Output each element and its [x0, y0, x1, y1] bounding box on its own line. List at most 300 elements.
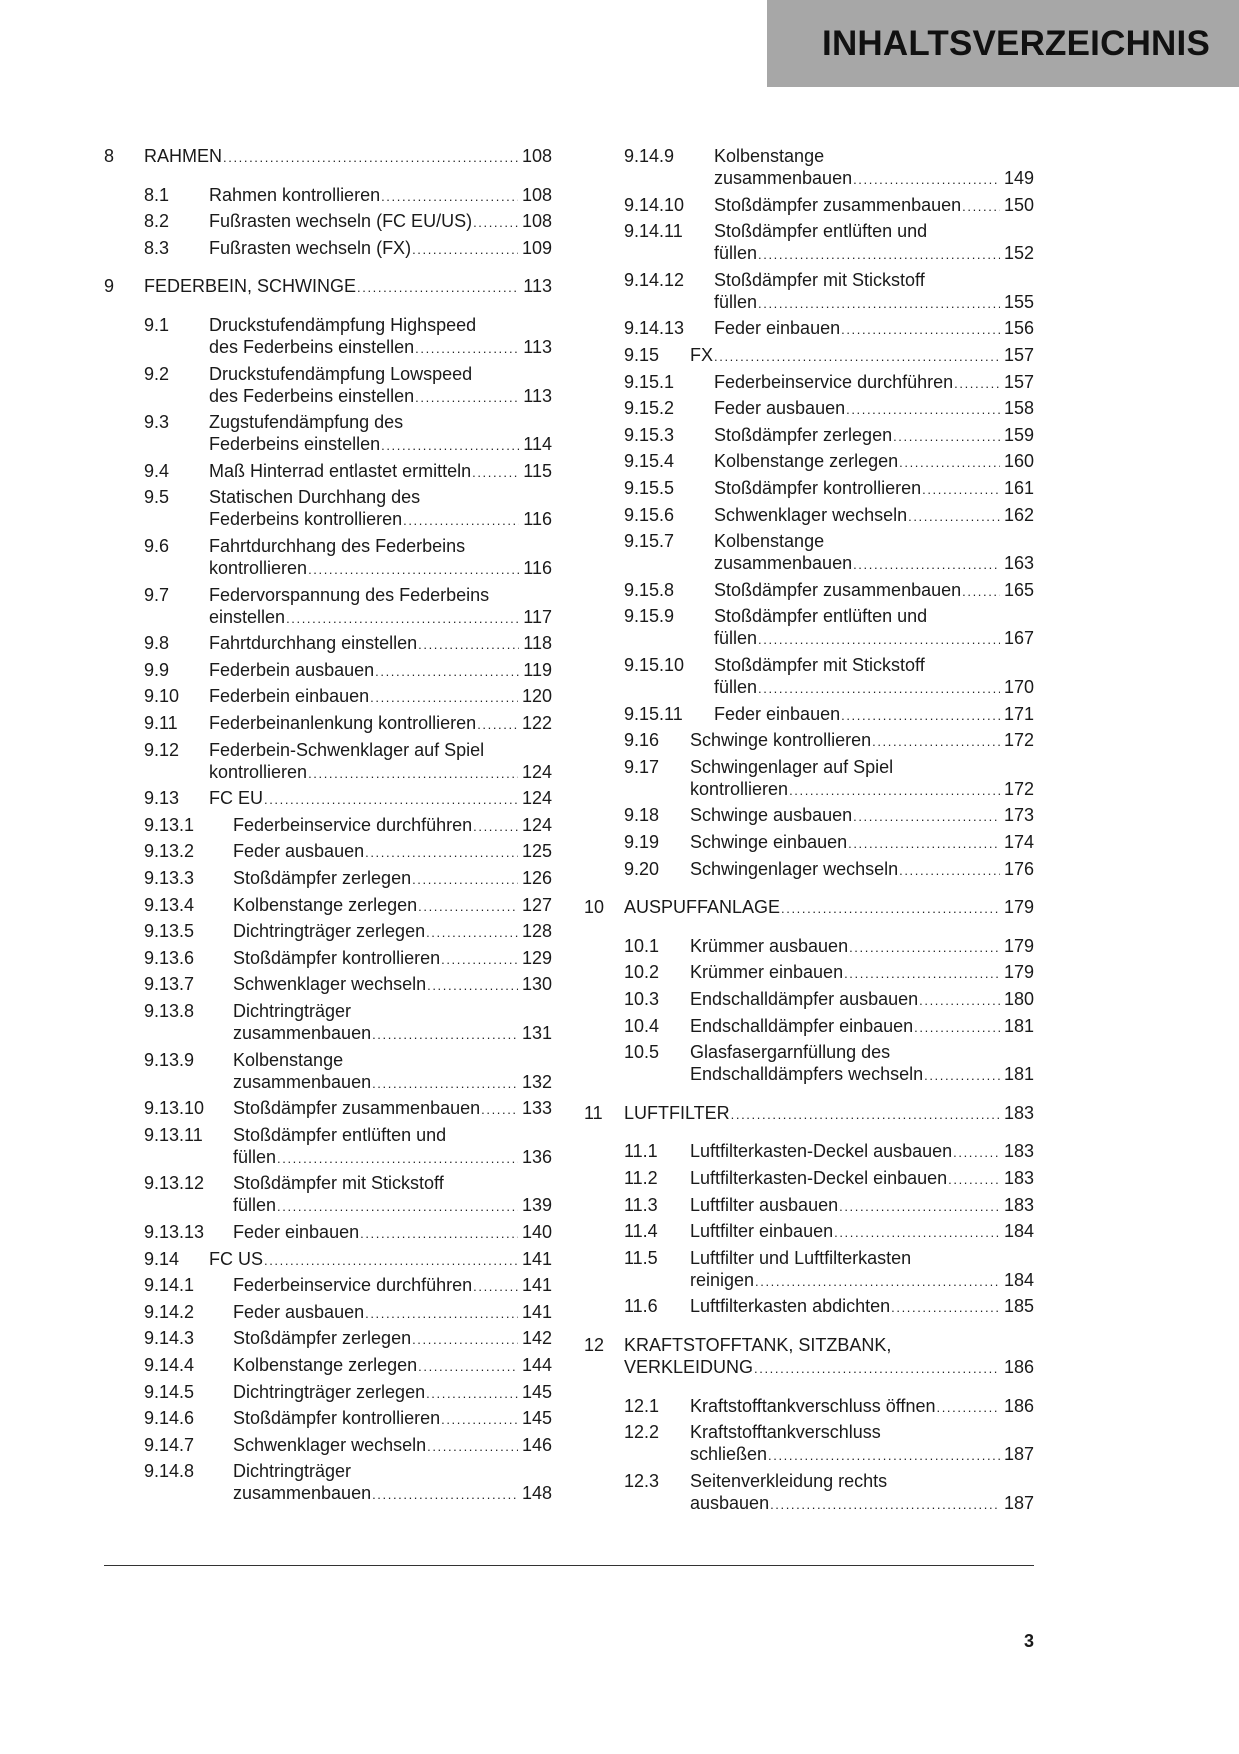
toc-entry-number: 10.1	[624, 935, 660, 956]
toc-entry[interactable]	[584, 269, 1034, 313]
toc-entry-title: FX	[690, 345, 714, 365]
toc-leader-dots	[841, 705, 1000, 727]
toc-entry-page: 113	[523, 337, 552, 357]
toc-leader-dots	[770, 1494, 1000, 1516]
toc-entry-page: 141	[521, 1301, 552, 1322]
toc-leader-dots	[899, 860, 1000, 882]
toc-leader-dots	[853, 806, 1000, 828]
toc-leader-dots	[853, 169, 1000, 191]
toc-entry[interactable]	[584, 1395, 1034, 1417]
toc-leader-dots	[919, 990, 1000, 1012]
toc-entry-number: 9.13.3	[144, 868, 195, 888]
toc-entry-page: 187	[1003, 1492, 1034, 1513]
toc-entry-page: 129	[521, 947, 552, 968]
toc-entry-page: 115	[523, 460, 552, 481]
toc-entry[interactable]	[584, 450, 1034, 472]
toc-entry-title: Schwenklager wechseln	[233, 1434, 427, 1455]
toc-entry-number: 11	[584, 1102, 603, 1123]
toc-entry[interactable]	[584, 729, 1034, 751]
toc-entry[interactable]	[584, 371, 1034, 393]
toc-entry-title: Schwingenlager auf Spiel	[690, 756, 894, 777]
toc-entry-title: zusammenbauen	[233, 1023, 372, 1043]
toc-entry-title: kontrollieren	[209, 761, 308, 782]
toc-leader-dots	[962, 196, 1000, 218]
toc-entry-title: Luftfilter ausbauen	[690, 1194, 839, 1215]
toc-entry-title: Kolbenstange zerlegen	[233, 894, 418, 915]
toc-entry-page: 165	[1003, 579, 1034, 600]
toc-entry-page: 108	[521, 184, 552, 205]
toc-entry-title: Stoßdämpfer mit Stickstoff	[714, 269, 925, 290]
toc-leader-dots	[758, 678, 1000, 700]
toc-entry-number: 10.2	[624, 962, 660, 983]
toc-entry-number: 10	[584, 897, 605, 918]
toc-entry-title: Federbeins kontrollieren	[209, 509, 403, 530]
toc-entry-page: 117	[523, 606, 552, 627]
toc-entry-page: 183	[1003, 1141, 1034, 1162]
toc-entry[interactable]	[584, 756, 1034, 800]
toc-entry-title: Feder ausbauen	[233, 1301, 365, 1322]
toc-entry-title: Glasfasergarnfüllung des	[690, 1042, 891, 1063]
toc-entry-title: Kraftstofftankverschluss öffnen	[690, 1395, 936, 1416]
toc-entry-title: Stoßdämpfer zusammenbauen	[714, 579, 962, 600]
toc-entry-number: 9.14.8	[144, 1461, 195, 1482]
toc-entry-number: 12.3	[624, 1470, 660, 1491]
toc-leader-dots	[849, 937, 1000, 959]
toc-entry-title: Luftfilter und Luftfilterkasten	[690, 1247, 912, 1268]
toc-entry[interactable]	[584, 1015, 1034, 1037]
toc-leader-dots	[841, 319, 1000, 341]
toc-entry-page: 186	[1003, 1395, 1034, 1416]
toc-entry-number: 9.2	[144, 363, 170, 384]
toc-entry-page: 183	[1003, 1168, 1034, 1188]
toc-entry-page: 183	[1003, 1194, 1034, 1215]
toc-entry-number: 10.3	[624, 989, 660, 1009]
toc-entry-page: 125	[521, 841, 552, 862]
toc-entry[interactable]	[584, 579, 1034, 601]
toc-entry[interactable]	[584, 1295, 1034, 1317]
toc-entry-number: 8	[104, 146, 115, 166]
toc-entry[interactable]	[584, 831, 1034, 853]
toc-entry-number: 9.15.1	[624, 371, 675, 392]
toc-entry-number: 11.5	[624, 1247, 658, 1268]
toc-entry-title: Federbein-Schwenklager auf Spiel	[209, 739, 485, 760]
toc-entry-page: 184	[1003, 1269, 1034, 1290]
toc-entry-page: 176	[1003, 858, 1034, 879]
page-number: 3	[1023, 1631, 1034, 1651]
toc-entry-number: 9.13.9	[144, 1049, 195, 1070]
toc-entry[interactable]	[584, 1470, 1034, 1514]
toc-entry-number: 9.14.6	[144, 1408, 195, 1429]
toc-entry-title: Federbein ausbauen	[209, 659, 375, 680]
toc-leader-dots	[768, 1445, 1000, 1467]
toc-entry[interactable]	[584, 1247, 1034, 1291]
toc-entry-number: 9.15	[624, 345, 660, 365]
toc-entry-page: 159	[1003, 424, 1034, 445]
toc-entry-title: Stoßdämpfer entlüften und	[714, 606, 928, 627]
toc-entry-title: Druckstufendämpfung Lowspeed	[209, 363, 473, 384]
toc-entry[interactable]	[584, 605, 1034, 649]
toc-entry-title: Feder einbauen	[714, 318, 841, 339]
toc-entry-title: Zugstufendämpfung des	[209, 412, 404, 433]
toc-entry-title: Dichtringträger	[233, 1461, 352, 1482]
toc-entry-title: FC US	[209, 1248, 263, 1269]
toc-entry-title: AUSPUFFANLAGE	[624, 897, 781, 918]
toc-entry-page: 145	[521, 1381, 552, 1402]
toc-leader-dots	[731, 1104, 1000, 1126]
toc-entry-title: Federbeinservice durchführen	[233, 1275, 473, 1296]
toc-entry[interactable]	[584, 703, 1034, 725]
toc-entry-page: 116	[523, 558, 552, 578]
toc-entry-page: 152	[1003, 243, 1034, 264]
toc-entry[interactable]	[584, 530, 1034, 574]
footer-divider	[104, 1565, 1034, 1566]
toc-entry-number: 9.14.7	[144, 1434, 195, 1455]
toc-entry-page: 139	[521, 1195, 552, 1216]
toc-entry-number: 12	[584, 1335, 605, 1355]
toc-entry-page: 187	[1003, 1444, 1034, 1465]
toc-entry-page: 142	[521, 1328, 552, 1349]
toc-entry-title: Endschalldämpfers wechseln	[690, 1064, 924, 1085]
toc-entry-title: Dichtringträger zerlegen	[233, 921, 426, 942]
toc-entry[interactable]	[584, 1102, 1034, 1124]
toc-entry-page: 179	[1003, 935, 1034, 956]
toc-entry-title: zusammenbauen	[233, 1483, 372, 1504]
toc-entry-title: VERKLEIDUNG	[624, 1357, 754, 1377]
toc-entry-title: Feder einbauen	[233, 1222, 360, 1242]
toc-entry-title: Schwingenlager wechseln	[690, 858, 899, 879]
toc-entry-title: Stoßdämpfer kontrollieren	[233, 947, 441, 968]
toc-entry-number: 9.11	[144, 713, 178, 733]
toc-entry-number: 9.13.5	[144, 921, 195, 942]
toc-entry-title: Fußrasten wechseln (FX)	[209, 237, 412, 258]
toc-entry-page: 162	[1003, 504, 1034, 525]
toc-entry-page: 133	[521, 1098, 552, 1119]
toc-entry-number: 9.15.9	[624, 606, 675, 627]
toc-entry-page: 150	[1003, 194, 1034, 215]
toc-entry-title: Federbeinservice durchführen	[714, 371, 954, 392]
toc-entry-page: 183	[1003, 1102, 1034, 1123]
toc-entry-title: Seitenverkleidung rechts	[690, 1470, 888, 1491]
toc-entry-title: zusammenbauen	[233, 1071, 372, 1092]
toc-entry-title: Dichtringträger	[233, 1001, 352, 1021]
toc-entry[interactable]	[584, 145, 1034, 189]
toc-entry[interactable]	[584, 1421, 1034, 1465]
toc-entry-page: 108	[521, 146, 552, 166]
toc-entry-page: 181	[1003, 1015, 1034, 1036]
toc-entry[interactable]	[584, 1334, 1034, 1378]
toc-entry-title: Federbeinservice durchführen	[233, 814, 473, 835]
toc-entry-title: füllen	[714, 677, 758, 697]
toc-entry-title: Kraftstofftankverschluss	[690, 1422, 881, 1443]
toc-entry-title: füllen	[233, 1146, 277, 1167]
toc-entry-title: kontrollieren	[690, 778, 789, 799]
toc-leader-dots	[714, 346, 1000, 368]
toc-entry-title: Stoßdämpfer mit Stickstoff	[714, 655, 925, 675]
toc-entry-page: 130	[521, 974, 552, 995]
toc-entry-number: 9.14.12	[624, 269, 685, 290]
toc-entry-page: 181	[1003, 1064, 1034, 1085]
toc-entry-title: Endschalldämpfer einbauen	[690, 1015, 914, 1036]
toc-entry-number: 9.15.3	[624, 424, 675, 445]
toc-entry-title: Schwenklager wechseln	[233, 974, 427, 995]
toc-entry-title: füllen	[714, 243, 758, 264]
toc-leader-dots	[781, 898, 1000, 920]
toc-entry-title: zusammenbauen	[714, 168, 853, 188]
toc-entry-title: Krümmer einbauen	[690, 962, 844, 983]
toc-leader-dots	[962, 581, 1000, 603]
toc-entry[interactable]	[584, 858, 1034, 880]
toc-entry-page: 161	[1003, 478, 1034, 498]
toc-entry-number: 9.13.7	[144, 974, 195, 995]
toc-entry-number: 9.1	[144, 315, 170, 335]
toc-entry-title: Stoßdämpfer mit Stickstoff	[233, 1173, 444, 1194]
toc-entry-page: 136	[521, 1146, 552, 1167]
toc-leader-dots	[834, 1222, 1000, 1244]
toc-entry-number: 11.2	[624, 1168, 658, 1188]
toc-entry-number: 9.19	[624, 832, 660, 852]
toc-entry-number: 11.6	[624, 1296, 658, 1317]
toc-entry-title: Stoßdämpfer zerlegen	[233, 868, 412, 888]
toc-entry-number: 9.13.2	[144, 841, 195, 862]
toc-entry-page: 141	[521, 1248, 552, 1269]
toc-entry-number: 9.5	[144, 487, 170, 508]
toc-entry-title: ausbauen	[690, 1492, 770, 1513]
toc-entry-title: Statischen Durchhang des	[209, 487, 421, 508]
toc-entry-number: 9.14.1	[144, 1275, 195, 1296]
toc-entry-page: 171	[1003, 703, 1034, 724]
toc-entry-page: 179	[1003, 962, 1034, 983]
toc-entry[interactable]	[584, 1220, 1034, 1242]
toc-entry-number: 8.2	[144, 211, 170, 232]
toc-entry[interactable]	[584, 317, 1034, 339]
toc-entry-number: 12.2	[624, 1422, 660, 1443]
toc-entry[interactable]	[584, 344, 1034, 366]
toc-entry-title: Feder einbauen	[714, 703, 841, 724]
toc-entry-title: Schwinge kontrollieren	[690, 730, 872, 751]
toc-leader-dots	[954, 373, 1000, 395]
toc-entry[interactable]	[584, 654, 1034, 698]
toc-entry[interactable]	[584, 935, 1034, 957]
toc-entry-page: 148	[521, 1483, 552, 1504]
toc-entry-page: 124	[521, 761, 552, 782]
toc-entry-title: Luftfilterkasten-Deckel einbauen	[690, 1168, 948, 1188]
toc-entry-title: Kolbenstange	[714, 531, 825, 552]
toc-entry-number: 9.14	[144, 1248, 180, 1269]
toc-entry-page: 116	[523, 509, 552, 530]
toc-leader-dots	[953, 1142, 1000, 1164]
toc-entry[interactable]	[584, 504, 1034, 526]
toc-leader-dots	[758, 244, 1000, 266]
toc-entry-title: reinigen	[690, 1269, 755, 1290]
toc-entry-number: 11.1	[624, 1141, 658, 1162]
toc-entry-number: 9.14.3	[144, 1328, 195, 1349]
toc-entry-title: des Federbeins einstellen	[209, 385, 415, 406]
toc-entry-title: Schwenklager wechseln	[714, 504, 908, 525]
toc-entry-number: 9	[104, 276, 115, 297]
toc-entry-page: 163	[1003, 553, 1034, 574]
toc-leader-dots	[924, 1065, 1000, 1087]
toc-entry-page: 141	[521, 1275, 552, 1296]
toc-entry-number: 9.13.12	[144, 1173, 205, 1194]
toc-entry-title: zusammenbauen	[714, 553, 853, 574]
toc-entry-title: FEDERBEIN, SCHWINGE	[144, 276, 357, 297]
toc-entry-title: Fußrasten wechseln (FC EU/US)	[209, 211, 473, 232]
toc-leader-dots	[899, 452, 1000, 474]
toc-entry-page: 174	[1003, 832, 1034, 852]
toc-entry-number: 9.14.5	[144, 1381, 195, 1402]
toc-entry-number: 9.13.8	[144, 1001, 195, 1021]
toc-entry-title: Feder ausbauen	[714, 398, 846, 419]
toc-entry[interactable]	[584, 896, 1034, 918]
toc-entry-title: Federbeins einstellen	[209, 434, 381, 455]
toc-entry-number: 9.13.13	[144, 1222, 205, 1242]
toc-entry-page: 179	[1003, 897, 1034, 918]
toc-entry-number: 9.6	[144, 536, 170, 556]
toc-entry[interactable]	[584, 1194, 1034, 1216]
toc-entry-number: 9.16	[624, 730, 660, 751]
toc-leader-dots	[755, 1271, 1000, 1293]
toc-entry-page: 170	[1003, 677, 1034, 697]
toc-entry-title: einstellen	[209, 606, 286, 627]
toc-entry-page: 118	[523, 633, 552, 654]
toc-entry-title: füllen	[233, 1195, 277, 1216]
toc-entry-number: 9.15.10	[624, 655, 685, 675]
toc-leader-dots	[893, 426, 1000, 448]
toc-entry-number: 9.13.4	[144, 894, 195, 915]
toc-entry-number: 10.4	[624, 1015, 660, 1036]
toc-entry[interactable]	[584, 1041, 1034, 1085]
toc-entry-page: 184	[1003, 1221, 1034, 1242]
toc-entry-number: 9.14.9	[624, 146, 675, 166]
toc-entry[interactable]	[584, 194, 1034, 216]
toc-leader-dots	[872, 731, 1000, 753]
toc-entry-title: Fahrtdurchhang des Federbeins	[209, 536, 466, 556]
toc-entry-title: Stoßdämpfer zusammenbauen	[714, 194, 962, 215]
toc-entry-title: Feder ausbauen	[233, 841, 365, 862]
toc-entry-page: 172	[1003, 778, 1034, 799]
toc-entry-title: Dichtringträger zerlegen	[233, 1381, 426, 1402]
toc-entry-number: 9.13.11	[144, 1124, 203, 1145]
toc-entry-number: 9.4	[144, 460, 170, 481]
toc-entry[interactable]	[584, 1167, 1034, 1189]
toc-entry-title: FC EU	[209, 788, 263, 809]
toc-entry-title: Kolbenstange zerlegen	[233, 1355, 418, 1375]
toc-entry-page: 180	[1003, 989, 1034, 1009]
toc-entry-page: 173	[1003, 805, 1034, 826]
toc-entry-number: 8.3	[144, 237, 170, 258]
toc-entry-page: 186	[1003, 1357, 1034, 1377]
toc-entry-title: Fahrtdurchhang einstellen	[209, 633, 418, 654]
toc-entry-page: 122	[521, 713, 552, 733]
toc-entry[interactable]	[584, 220, 1034, 264]
toc-entry-title: Kolbenstange	[714, 146, 825, 166]
toc-entry-page: 113	[523, 385, 552, 406]
toc-leader-dots	[844, 963, 1000, 985]
toc-entry-title: Maß Hinterrad entlastet ermitteln	[209, 460, 472, 481]
toc-entry-number: 9.3	[144, 412, 170, 433]
toc-entry-title: Krümmer ausbauen	[690, 935, 849, 956]
toc-entry-title: Stoßdämpfer kontrollieren	[233, 1408, 441, 1429]
toc-entry-page: 160	[1003, 451, 1034, 472]
toc-entry-page: 124	[521, 814, 552, 835]
toc-entry-title: des Federbeins einstellen	[209, 337, 415, 357]
toc-leader-dots	[914, 1017, 1000, 1039]
toc-entry-number: 11.3	[624, 1194, 658, 1215]
toc-entry-number: 9.14.10	[624, 194, 685, 215]
toc-entry-page: 185	[1003, 1296, 1034, 1317]
toc-entry-page: 113	[523, 276, 552, 297]
toc-leader-dots	[922, 479, 1000, 501]
toc-entry-title: Federvorspannung des Federbeins	[209, 584, 490, 605]
toc-entry-title: Stoßdämpfer zusammenbauen	[233, 1098, 481, 1119]
toc-entry-title: RAHMEN	[144, 146, 223, 166]
toc-entry-number: 12.1	[624, 1395, 660, 1416]
toc-leader-dots	[936, 1397, 999, 1419]
toc-entry-page: 157	[1003, 371, 1034, 392]
toc-entry-number: 11.4	[624, 1221, 658, 1242]
toc-entry-page: 120	[521, 686, 552, 707]
toc-entry-title: Schwinge ausbauen	[690, 805, 853, 826]
toc-entry-page: 114	[523, 434, 552, 455]
toc-entry-page: 144	[521, 1355, 552, 1375]
toc-entry-number: 9.10	[144, 686, 180, 707]
toc-entry-number: 9.15.5	[624, 478, 675, 498]
toc-entry[interactable]	[584, 804, 1034, 826]
toc-leader-dots	[891, 1297, 1000, 1319]
toc-entry[interactable]	[584, 424, 1034, 446]
toc-entry-number: 9.14.11	[624, 221, 683, 242]
toc-entry[interactable]	[584, 988, 1034, 1010]
toc-entry[interactable]	[584, 1140, 1034, 1162]
toc-entry-number: 8.1	[144, 184, 170, 205]
toc-entry-number: 10.5	[624, 1042, 660, 1063]
toc-entry-page: 140	[521, 1222, 552, 1242]
toc-entry[interactable]	[584, 961, 1034, 983]
toc-entry-number: 9.18	[624, 805, 660, 826]
toc-entry-page: 156	[1003, 318, 1034, 339]
toc-entry-page: 155	[1003, 291, 1034, 312]
toc-entry-title: Luftfilterkasten abdichten	[690, 1296, 891, 1317]
toc-leader-dots	[848, 833, 1000, 855]
toc-entry-page: 127	[521, 894, 552, 915]
toc-leader-dots	[758, 629, 1000, 651]
toc-entry-number: 9.9	[144, 659, 170, 680]
toc-entry[interactable]	[584, 477, 1034, 499]
toc-leader-dots	[789, 780, 1000, 802]
toc-entry-page: 131	[521, 1023, 552, 1043]
toc-entry-number: 9.15.8	[624, 579, 675, 600]
toc-entry-number: 9.13	[144, 788, 180, 809]
toc-entry-page: 167	[1003, 628, 1034, 649]
toc-leader-dots	[839, 1196, 1000, 1218]
toc-leader-dots	[908, 506, 1000, 528]
toc-entry-title: Federbeinanlenkung kontrollieren	[209, 713, 477, 733]
toc-entry-number: 9.15.11	[624, 703, 683, 724]
toc-entry-title: füllen	[714, 291, 758, 312]
toc-entry-page: 109	[521, 237, 552, 258]
toc-entry-title: kontrollieren	[209, 558, 308, 578]
toc-entry-number: 9.14.13	[624, 318, 685, 339]
toc-entry-page: 172	[1003, 730, 1034, 751]
toc-entry-title: Druckstufendämpfung Highspeed	[209, 315, 477, 335]
toc-entry-number: 9.17	[624, 756, 660, 777]
toc-entry-title: schließen	[690, 1444, 768, 1465]
toc-entry[interactable]	[584, 397, 1034, 419]
toc-entry-title: Stoßdämpfer entlüften und	[233, 1124, 447, 1145]
page-title: INHALTSVERZEICHNIS	[822, 23, 1210, 63]
toc-entry-number: 9.20	[624, 858, 660, 879]
toc-entry-number: 9.13.10	[144, 1098, 205, 1119]
